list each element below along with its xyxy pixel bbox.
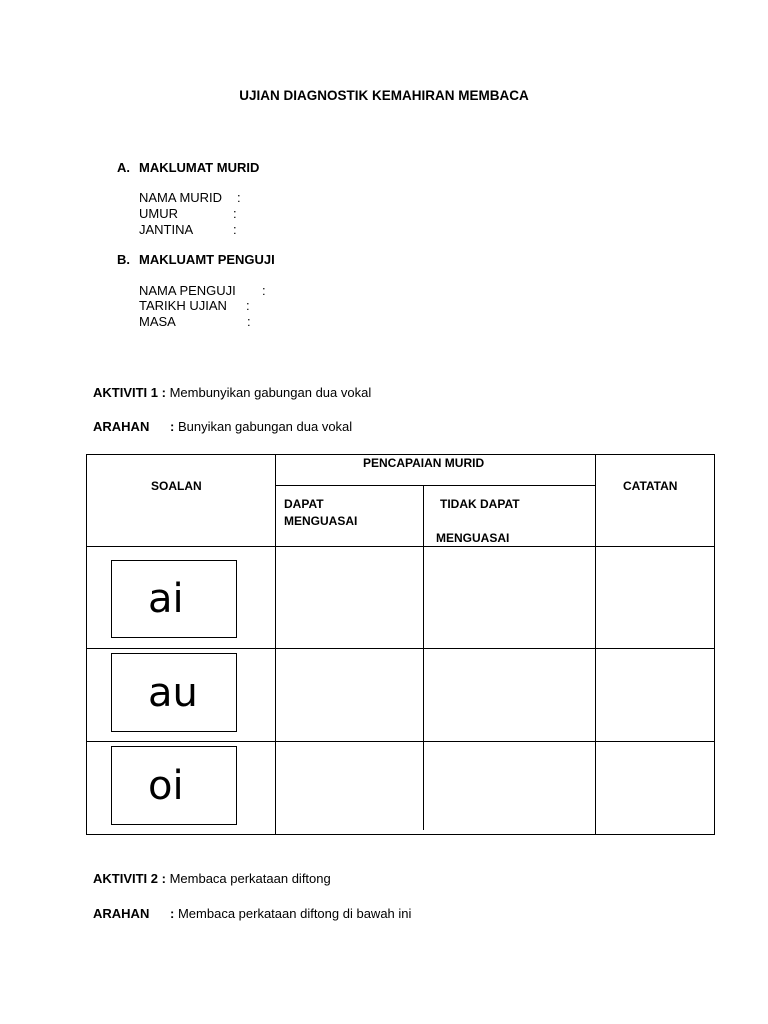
table-border-left: [86, 454, 87, 835]
arahan-2: [170, 906, 411, 921]
field-colon: :: [237, 190, 241, 205]
section-a-heading: [117, 160, 259, 175]
aktiviti-2: [93, 871, 331, 886]
aktiviti-1-label: AKTIVITI 1 :: [93, 385, 166, 400]
header-pencapaian: PENCAPAIAN MURID: [363, 456, 485, 470]
table-subheader-line: [275, 485, 595, 486]
arahan-2-label-text: ARAHAN: [93, 906, 150, 921]
vowel-text: ai: [148, 576, 184, 622]
table-row-line-1: [86, 546, 715, 547]
header-tidak-line1: TIDAK DAPAT: [440, 497, 520, 511]
field-jantina: [139, 222, 193, 237]
aktiviti-1-text: Membunyikan gabungan dua vokal: [169, 385, 372, 400]
field-colon: :: [246, 298, 250, 313]
field-nama-penguji: [139, 283, 236, 298]
table-border-bottom: [86, 834, 715, 835]
page-title: UJIAN DIAGNOSTIK KEMAHIRAN MEMBACA: [239, 88, 529, 103]
vowel-text: oi: [148, 762, 184, 809]
aktiviti-2-label: AKTIVITI 2 :: [93, 871, 166, 886]
header-soalan: SOALAN: [151, 479, 202, 493]
table-divider-soalan: [275, 454, 276, 835]
field-nama-murid: [139, 190, 222, 205]
arahan-2-label: [93, 906, 149, 921]
header-catatan: CATATAN: [623, 479, 678, 493]
section-b-letter: B.: [117, 252, 130, 267]
assessment-table: [86, 454, 715, 835]
field-label: NAMA PENGUJI: [139, 283, 236, 298]
table-divider-catatan: [595, 454, 596, 835]
field-label: TARIKH UJIAN: [139, 298, 227, 313]
table-border-right: [714, 454, 715, 835]
section-b-title: MAKLUAMT PENGUJI: [139, 252, 275, 267]
header-dapat-line2: MENGUASAI: [284, 514, 358, 528]
field-label: UMUR: [139, 206, 178, 221]
arahan-2-text: Membaca perkataan diftong di bawah ini: [177, 906, 412, 921]
aktiviti-2-text: Membaca perkataan diftong: [169, 871, 331, 886]
field-colon: :: [262, 283, 266, 298]
arahan-1-label: [93, 419, 149, 434]
field-colon: :: [247, 314, 251, 329]
arahan-1: [170, 419, 352, 434]
table-border-top: [86, 454, 715, 455]
field-label: JANTINA: [139, 222, 194, 237]
table-row-line-3: [86, 741, 715, 742]
arahan-1-label-text: ARAHAN: [93, 419, 150, 434]
field-colon: :: [233, 206, 237, 221]
arahan-1-text: Bunyikan gabungan dua vokal: [177, 419, 353, 434]
table-row-line-2: [86, 648, 715, 649]
table-divider-dapat: [423, 485, 424, 830]
section-b-heading: [117, 252, 275, 267]
header-dapat-line1: DAPAT: [284, 497, 324, 511]
arahan-1-colon: :: [170, 419, 175, 434]
vowel-card-au: [111, 653, 237, 732]
arahan-2-colon: :: [170, 906, 175, 921]
field-masa: [139, 314, 176, 329]
aktiviti-1: [93, 385, 371, 400]
field-tarikh-ujian: [139, 298, 227, 313]
header-tidak-line2: MENGUASAI: [436, 531, 510, 545]
section-a-title: MAKLUMAT MURID: [139, 160, 260, 175]
field-label: NAMA MURID: [139, 190, 223, 205]
vowel-text: au: [148, 669, 198, 716]
field-colon: :: [233, 222, 237, 237]
section-a-letter: A.: [117, 160, 130, 175]
vowel-card-oi: [111, 746, 237, 825]
field-label: MASA: [139, 314, 176, 329]
field-umur: [139, 206, 178, 221]
vowel-card-ai: [111, 560, 237, 638]
